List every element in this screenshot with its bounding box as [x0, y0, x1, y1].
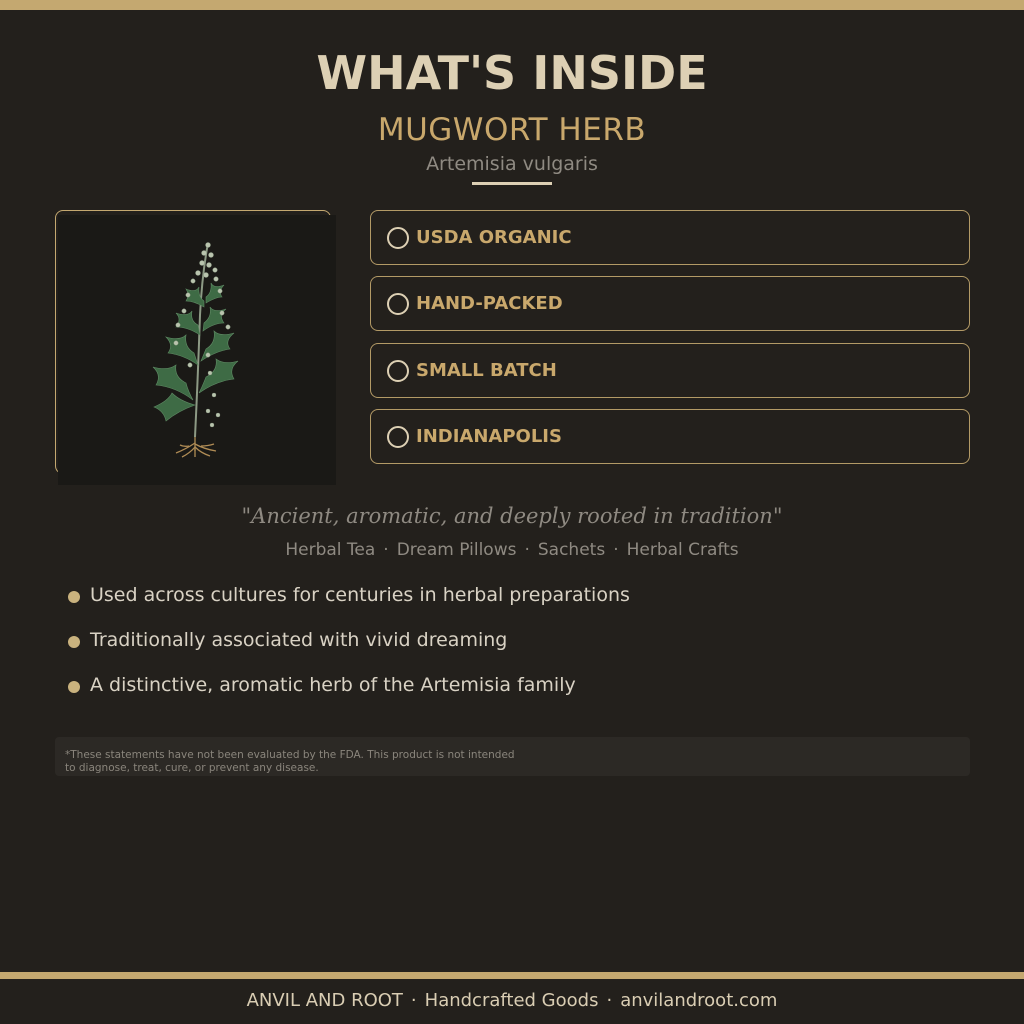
- circle-icon: [387, 293, 409, 315]
- product-name: MUGWORT HERB: [377, 112, 647, 148]
- bullet-dot-icon: [68, 591, 80, 603]
- bullet-dot-icon: [68, 636, 80, 648]
- use-item: Herbal Tea: [285, 540, 376, 560]
- use-item: Sachets: [537, 540, 606, 560]
- disclaimer-text: *These statements have not been evaluated by the FDA. This product is not intended to diagnose, treat, cure, or prevent any disease.: [65, 749, 515, 774]
- separator: ·: [410, 990, 417, 1011]
- separator: ·: [606, 990, 613, 1011]
- separator: ·: [383, 540, 389, 560]
- tagline-quote: "Ancient, aromatic, and deeply rooted in tradition": [241, 504, 783, 528]
- website-link[interactable]: anvilandroot.com: [620, 990, 778, 1011]
- fda-disclaimer: [55, 737, 970, 776]
- use-item: Herbal Crafts: [626, 540, 739, 560]
- circle-icon: [387, 360, 409, 382]
- separator: ·: [613, 540, 619, 560]
- bullet-dot-icon: [68, 681, 80, 693]
- uses-list: [0, 540, 1024, 560]
- bullet-text: A distinctive, aromatic herb of the Artemisia family: [90, 674, 576, 696]
- circle-icon: [387, 227, 409, 249]
- badge-label: HAND-PACKED: [416, 293, 563, 314]
- mugwort-plant-icon: [58, 215, 336, 485]
- badge-indianapolis: [370, 409, 970, 464]
- circle-icon: [387, 426, 409, 448]
- title-divider: [472, 182, 552, 185]
- brand-name: ANVIL AND ROOT: [246, 990, 403, 1011]
- badge-usda-organic: [370, 210, 970, 265]
- top-accent-bar: [0, 0, 1024, 10]
- scientific-name: Artemisia vulgaris: [426, 153, 598, 175]
- product-image: [58, 215, 336, 485]
- page-title: WHAT'S INSIDE: [316, 46, 708, 100]
- separator: ·: [524, 540, 530, 560]
- badge-hand-packed: [370, 276, 970, 331]
- badge-label: SMALL BATCH: [416, 360, 557, 381]
- badge-small-batch: [370, 343, 970, 398]
- badge-label: INDIANAPOLIS: [416, 426, 562, 447]
- bullet-text: Traditionally associated with vivid dreaming: [90, 629, 508, 651]
- bottom-accent-bar: [0, 972, 1024, 979]
- bullet-text: Used across cultures for centuries in herbal preparations: [90, 584, 630, 606]
- footer: [0, 990, 1024, 1011]
- badge-label: USDA ORGANIC: [416, 227, 572, 248]
- use-item: Dream Pillows: [396, 540, 517, 560]
- brand-tagline: Handcrafted Goods: [424, 990, 599, 1011]
